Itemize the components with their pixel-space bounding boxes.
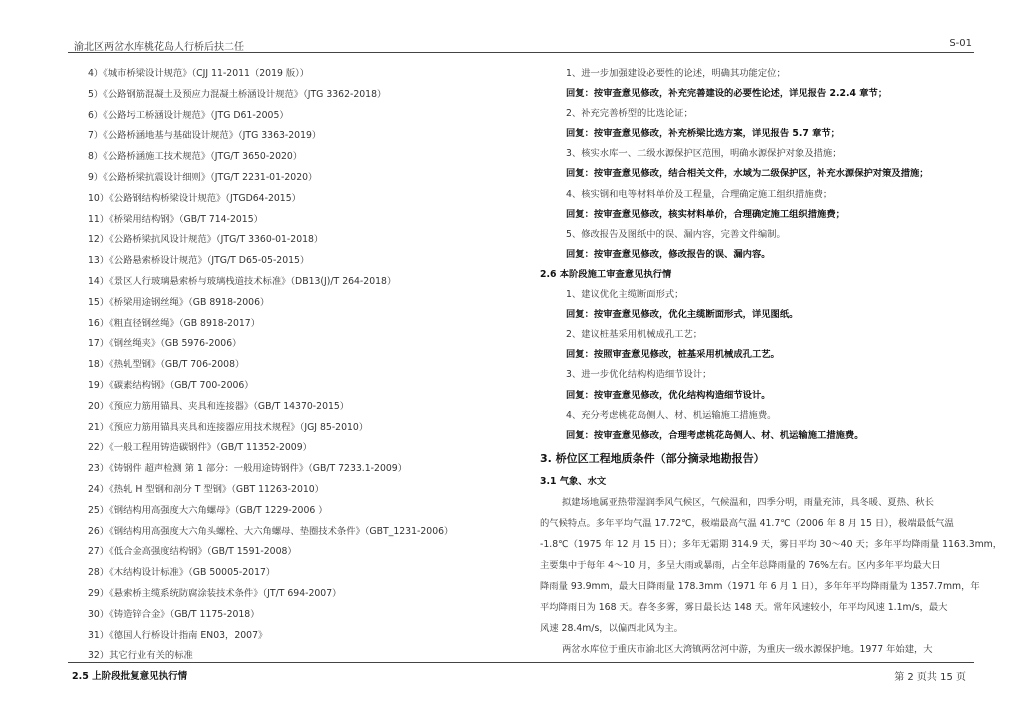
review-reply: 回复：按审查意见修改，合理考虑桃花岛侧人、材、机运输施工措施费。	[566, 429, 864, 441]
review-list-b	[540, 285, 980, 446]
reference-item: 12）《公路桥梁抗风设计规范》（JTG/T 3360-01-2018）	[88, 234, 324, 246]
reference-item: 18）《热轧型钢》（GB/T 706-2008）	[88, 359, 245, 371]
reference-item: 10）《公路钢结构桥梁设计规范》（JTGD64-2015）	[88, 192, 301, 204]
paragraph-line: 的气候特点。多年平均气温 17.72℃，极端最高气温 41.7℃（2006 年 8 月 15 日），极端最低气温	[540, 517, 954, 529]
right-column	[540, 64, 1003, 660]
reservoir-paragraph: 两岔水库位于重庆市渝北区大湾镇两岔河中游，为重庆一级水源保护地。1977 年始建，大	[562, 643, 933, 655]
reference-item: 19）《碳素结构钢》（GB/T 700-2006）	[88, 379, 254, 391]
reference-item: 23）《铸钢件 超声检测 第 1 部分：一般用途铸钢件》（GB/T 7233.1-2009）	[88, 463, 407, 475]
review-opinion: 1、建议优化主缆断面形式；	[566, 289, 684, 301]
reference-item: 4）《城市桥梁设计规范》（CJJ 11-2011（2019 版））	[88, 68, 310, 79]
review-opinion: 3、核实水库一、二级水源保护区范围，明确水源保护对象及措施；	[566, 148, 842, 160]
reference-item: 22）《一般工程用铸造碳钢件》（GB/T 11352-2009）	[88, 442, 312, 454]
review-reply: 回复：按照审查意见修改，桩基采用机械成孔工艺。	[566, 349, 780, 361]
paragraph-line: 风速 28.4m/s，以偏西北风为主。	[540, 622, 683, 634]
climate-paragraph	[540, 492, 1003, 639]
reference-item: 25）《钢结构用高强度大六角螺母》（GB/T 1229-2006 ）	[88, 504, 328, 516]
reference-list	[88, 64, 518, 667]
reference-item: 17）《钢丝绳夹》（GB 5976-2006）	[88, 338, 242, 350]
left-column	[72, 64, 518, 687]
footer-divider	[68, 662, 974, 663]
reference-item: 9）《公路桥梁抗震设计细则》（JTG/T 2231-01-2020）	[88, 171, 318, 183]
page-number: 第 2 页共 15 页	[894, 672, 966, 683]
reference-item: 11）《桥梁用结构钢》（GB/T 714-2015）	[88, 213, 263, 225]
reference-item: 27）《低合金高强度结构钢》（GB/T 1591-2008）	[88, 546, 297, 558]
review-reply: 回复：按审查意见修改，核实材料单价，合理确定施工组织措施费；	[566, 208, 845, 220]
reference-item: 31）《德国人行桥设计指南 EN03，2007》	[88, 629, 268, 641]
reference-item: 6）《公路圬工桥涵设计规范》（JTG D61-2005）	[88, 109, 289, 121]
review-reply: 回复：按审查意见修改，优化结构构造细节设计。	[566, 389, 771, 401]
review-opinion: 1、进一步加强建设必要性的论述，明确其功能定位；	[566, 68, 786, 79]
reference-item: 24）《热轧 H 型钢和剖分 T 型钢》（GBT 11263-2010）	[88, 483, 324, 495]
reference-item: 26）《钢结构用高强度大六角头螺栓、大六角螺母、垫圈技术条件》（GBT_1231-2006）	[88, 525, 454, 537]
paragraph-line: -1.8℃（1975 年 12 月 15 日）；多年无霜期 314.9 天，雾日平均 30～40 天；多年平均降雨量 1163.3mm，	[540, 538, 1003, 550]
document-header-title: 渝北区两岔水库桃花岛人行桥后扶二任	[74, 42, 244, 53]
review-reply: 回复：按审查意见修改，结合相关文件，水域为二级保护区，补充水源保护对策及措施；	[566, 168, 929, 180]
reference-item: 21）《预应力筋用锚具夹具和连接器应用技术规程》（JGJ 85-2010）	[88, 421, 369, 433]
review-opinion: 5、修改报告及图纸中的误、漏内容，完善文件编制。	[566, 228, 786, 240]
document-code: S-01	[949, 38, 972, 49]
review-reply: 回复：按审查意见修改，修改报告的误、漏内容。	[566, 248, 771, 260]
reference-item: 14）《景区人行玻璃悬索桥与玻璃栈道技术标准》（DB13(J)/T 264-2018）	[88, 275, 397, 287]
paragraph-line: 降雨量 93.9mm，最大日降雨量 178.3mm（1971 年 6 月 1 日），多年年平均降雨量为 1357.7mm，年	[540, 580, 980, 592]
paragraph-line: 平均降雨日为 168 天。春冬多雾，雾日最长达 148 天。常年风速较小，年平均风速 1.1m/s，最大	[540, 601, 948, 613]
review-opinion: 4、核实钢和电等材料单价及工程量，合理确定施工组织措施费；	[566, 188, 833, 200]
review-opinion: 3、进一步优化结构构造细节设计；	[566, 369, 712, 381]
reference-item: 29）《悬索桥主缆系统防腐涂装技术条件》（JT/T 694-2007）	[88, 587, 342, 599]
section-2-5-heading: 2.5 上阶段批复意见执行情	[72, 671, 188, 683]
reference-item: 5）《公路钢筋混凝土及预应力混凝土桥涵设计规范》（JTG 3362-2018）	[88, 88, 387, 100]
reference-item: 8）《公路桥涵施工技术规范》（JTG/T 3650-2020）	[88, 151, 303, 163]
review-reply: 回复：按审查意见修改，补充完善建设的必要性论述，详见报告 2.2.4 章节；	[566, 88, 888, 100]
reference-item: 32）其它行业有关的标准	[88, 650, 193, 662]
review-opinion: 2、补充完善桥型的比选论证；	[566, 108, 693, 120]
header-divider	[68, 52, 974, 53]
section-2-6-heading: 2.6 本阶段施工审查意见执行情	[540, 268, 672, 280]
review-opinion: 2、建议桩基采用机械成孔工艺；	[566, 329, 703, 341]
section-3-1-heading: 3.1 气象、水文	[540, 475, 607, 487]
section-3-heading: 3. 桥位区工程地质条件（部分摘录地勘报告）	[540, 451, 765, 465]
paragraph-line: 主要集中于每年 4～10 月，多呈大雨或暴雨，占全年总降雨量的 76%左右。区内多年平均最大日	[540, 559, 941, 571]
review-list-a	[540, 64, 980, 265]
reference-item: 30）《铸造锌合金》（GB/T 1175-2018）	[88, 608, 260, 620]
review-opinion: 4、充分考虑桃花岛侧人、材、机运输施工措施费。	[566, 409, 777, 421]
review-reply: 回复：按审查意见修改，补充桥梁比选方案，详见报告 5.7 章节；	[566, 128, 840, 140]
reference-item: 13）《公路悬索桥设计规范》（JTG/T D65-05-2015）	[88, 255, 310, 267]
reference-item: 20）《预应力筋用锚具、夹具和连接器》（GB/T 14370-2015）	[88, 400, 350, 412]
review-reply: 回复：按审查意见修改，优化主缆断面形式，详见图纸。	[566, 309, 799, 321]
reference-item: 15）《桥梁用途钢丝绳》（GB 8918-2006）	[88, 296, 270, 308]
paragraph-line: 拟建场地属亚热带湿润季风气候区，气候温和，四季分明，雨量充沛，具冬暖、夏热、秋长	[562, 496, 934, 508]
reference-item: 28）《木结构设计标准》（GB 50005-2017）	[88, 567, 276, 579]
reference-item: 16）《粗直径钢丝绳》（GB 8918-2017）	[88, 317, 261, 329]
reference-item: 7）《公路桥涵地基与基础设计规范》（JTG 3363-2019）	[88, 130, 322, 142]
